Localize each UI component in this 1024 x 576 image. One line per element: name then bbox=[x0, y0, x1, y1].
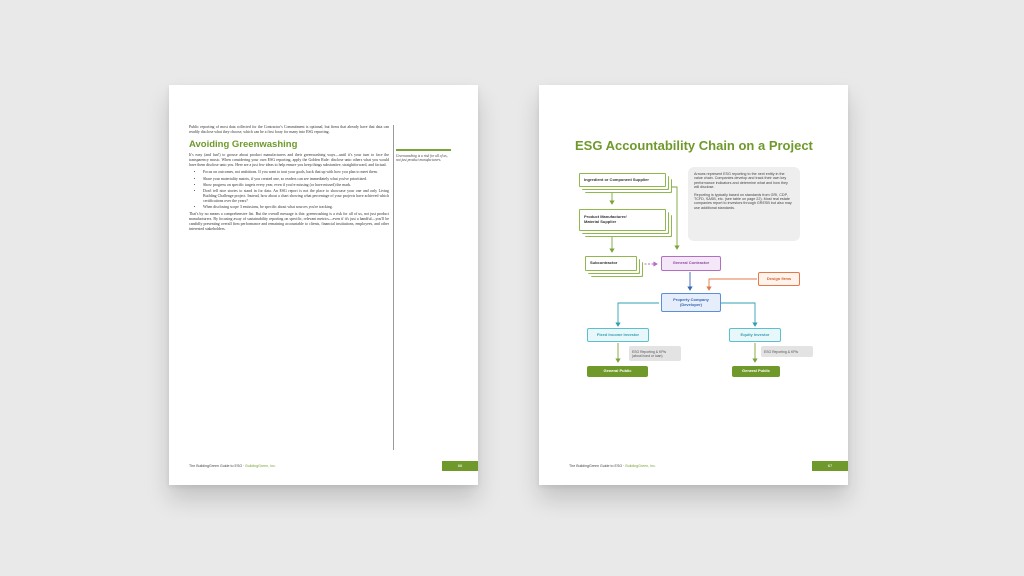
list-item: • Share your materiality matrix, if you created one, so readers can see immediately what you've prioritized. bbox=[203, 177, 389, 182]
equity-investor-label: Equity Investor bbox=[740, 331, 770, 337]
note-paragraph: Arrows represent ESG reporting to the next entity in the value chain. Companies develop and track their own key performance indicators and determine what and how they will disclose. bbox=[694, 172, 788, 190]
note-paragraph: Reporting is typically based on standards from GRI, CDP, TCFD, SASB, etc. (see table on page 22). Most real estate companies report to investors through GRESB but also may use additional standards. bbox=[694, 192, 792, 210]
equity-investor-box bbox=[729, 328, 781, 342]
diagram-note bbox=[688, 167, 800, 241]
tips-list bbox=[189, 170, 389, 210]
right-page bbox=[539, 85, 848, 485]
property-company-box bbox=[661, 293, 721, 312]
esg-reporting-label: ESG Reporting & KPIs bbox=[764, 349, 799, 354]
intro-paragraph: Public reporting of most data collected for the Contractor's Commitment is optional, but firms that already have that data can readily disclose what they choose, which can be a first foray for many into ESG reporting. bbox=[189, 125, 389, 135]
footer-separator: · bbox=[622, 464, 626, 468]
ingredient-supplier-box bbox=[579, 173, 666, 187]
footer-publisher: BuildingGreen, Inc. bbox=[245, 464, 276, 468]
page-title: ESG Accountability Chain on a Project bbox=[575, 138, 813, 153]
footer-publisher: BuildingGreen, Inc. bbox=[625, 464, 656, 468]
page-footer bbox=[189, 464, 276, 468]
manufacturer-label-line2: Material Supplier bbox=[584, 219, 617, 224]
left-page bbox=[169, 85, 478, 485]
esg-reporting-fixed-income bbox=[629, 346, 681, 361]
column-divider bbox=[393, 125, 394, 450]
esg-reporting-label: ESG Reporting & KPIs bbox=[632, 349, 667, 354]
arrow-property-to-equity bbox=[720, 303, 755, 326]
general-contractor-box bbox=[661, 256, 721, 271]
page-number: 66 bbox=[442, 461, 478, 471]
page-footer bbox=[569, 464, 656, 468]
arrow-supplier-to-contractor bbox=[666, 187, 677, 249]
fixed-income-investor-box bbox=[587, 328, 649, 342]
page-number: 67 bbox=[812, 461, 848, 471]
pull-quote: Greenwashing is a risk for all of us, not just product manufacturers. bbox=[396, 149, 451, 163]
arrow-property-to-fixed-income bbox=[618, 303, 659, 326]
left-body-text bbox=[189, 125, 389, 235]
footer-separator: · bbox=[242, 464, 246, 468]
general-public-label: General Public bbox=[741, 368, 770, 374]
arrow-design-to-property bbox=[709, 279, 757, 290]
property-company-label-line2: (Developer) bbox=[679, 301, 702, 307]
ingredient-supplier-label: Ingredient or Component Supplier bbox=[584, 176, 649, 182]
manufacturer-label: Product Manufacturer/ bbox=[584, 214, 627, 220]
general-public-label: General Public bbox=[603, 368, 632, 374]
body-paragraph: That's by no means a comprehensive list. But the overall message is this: greenwashing is a risk for all of us, not just product manufacturers. By focusing away of sustainability reporting on specific, relevant metrics—even if it's just a handful—you'll be candidly presenting overall firm performance and remaining accountable to clients, financial institutions, employees, and other interested stakeholders. bbox=[189, 212, 389, 232]
fixed-income-investor-label: Fixed Income Investor bbox=[596, 331, 640, 337]
subcontractor-label: Subcontractor bbox=[590, 260, 618, 266]
list-item: • Show progress on specific targets every year, even if you're missing (or have missed) the mark. bbox=[203, 183, 389, 188]
design-firms-label: Design firms bbox=[766, 275, 792, 281]
manufacturer-box bbox=[579, 209, 666, 231]
list-item: • When disclosing scope 3 emissions, be specific about what sources you're tracking. bbox=[203, 205, 389, 210]
section-heading: Avoiding Greenwashing bbox=[189, 139, 298, 151]
property-company-label: Property Company bbox=[673, 296, 709, 302]
general-public-right bbox=[732, 366, 780, 377]
esg-reporting-sublabel: (about bond or loan) bbox=[632, 353, 663, 358]
footer-title: The BuildingGreen Guide to ESG bbox=[189, 464, 243, 468]
subcontractor-box bbox=[585, 256, 637, 271]
general-contractor-label: General Contractor bbox=[672, 260, 710, 266]
list-item: • Don't tell nice stories to stand in for data. An ESG report is not the place to showcase your one and only Living Building Challenge project. Instead, how about a chart showing what percentage of your projects have achieved which certifications over the years? bbox=[203, 189, 389, 204]
list-item: • Focus on outcomes, not ambitions. If you want to tout your goals, back that up with how you plan to meet them. bbox=[203, 170, 389, 175]
diagram-arrows bbox=[539, 85, 848, 485]
footer-title: The BuildingGreen Guide to ESG bbox=[569, 464, 623, 468]
general-public-left bbox=[587, 366, 648, 377]
body-paragraph: It's easy (and fun!) to grouse about product manufacturers and their greenwashing ways—until it's your turn to face the transparency music. When considering your own ESG reporting, apply the Golden Rule: disclose unto others what you would have them disclose unto you. Here are a just few ideas to help ensure you keep things substantive, straightforward, and factual. bbox=[189, 153, 389, 168]
esg-reporting-equity bbox=[761, 346, 813, 357]
design-firms-box bbox=[758, 272, 800, 286]
